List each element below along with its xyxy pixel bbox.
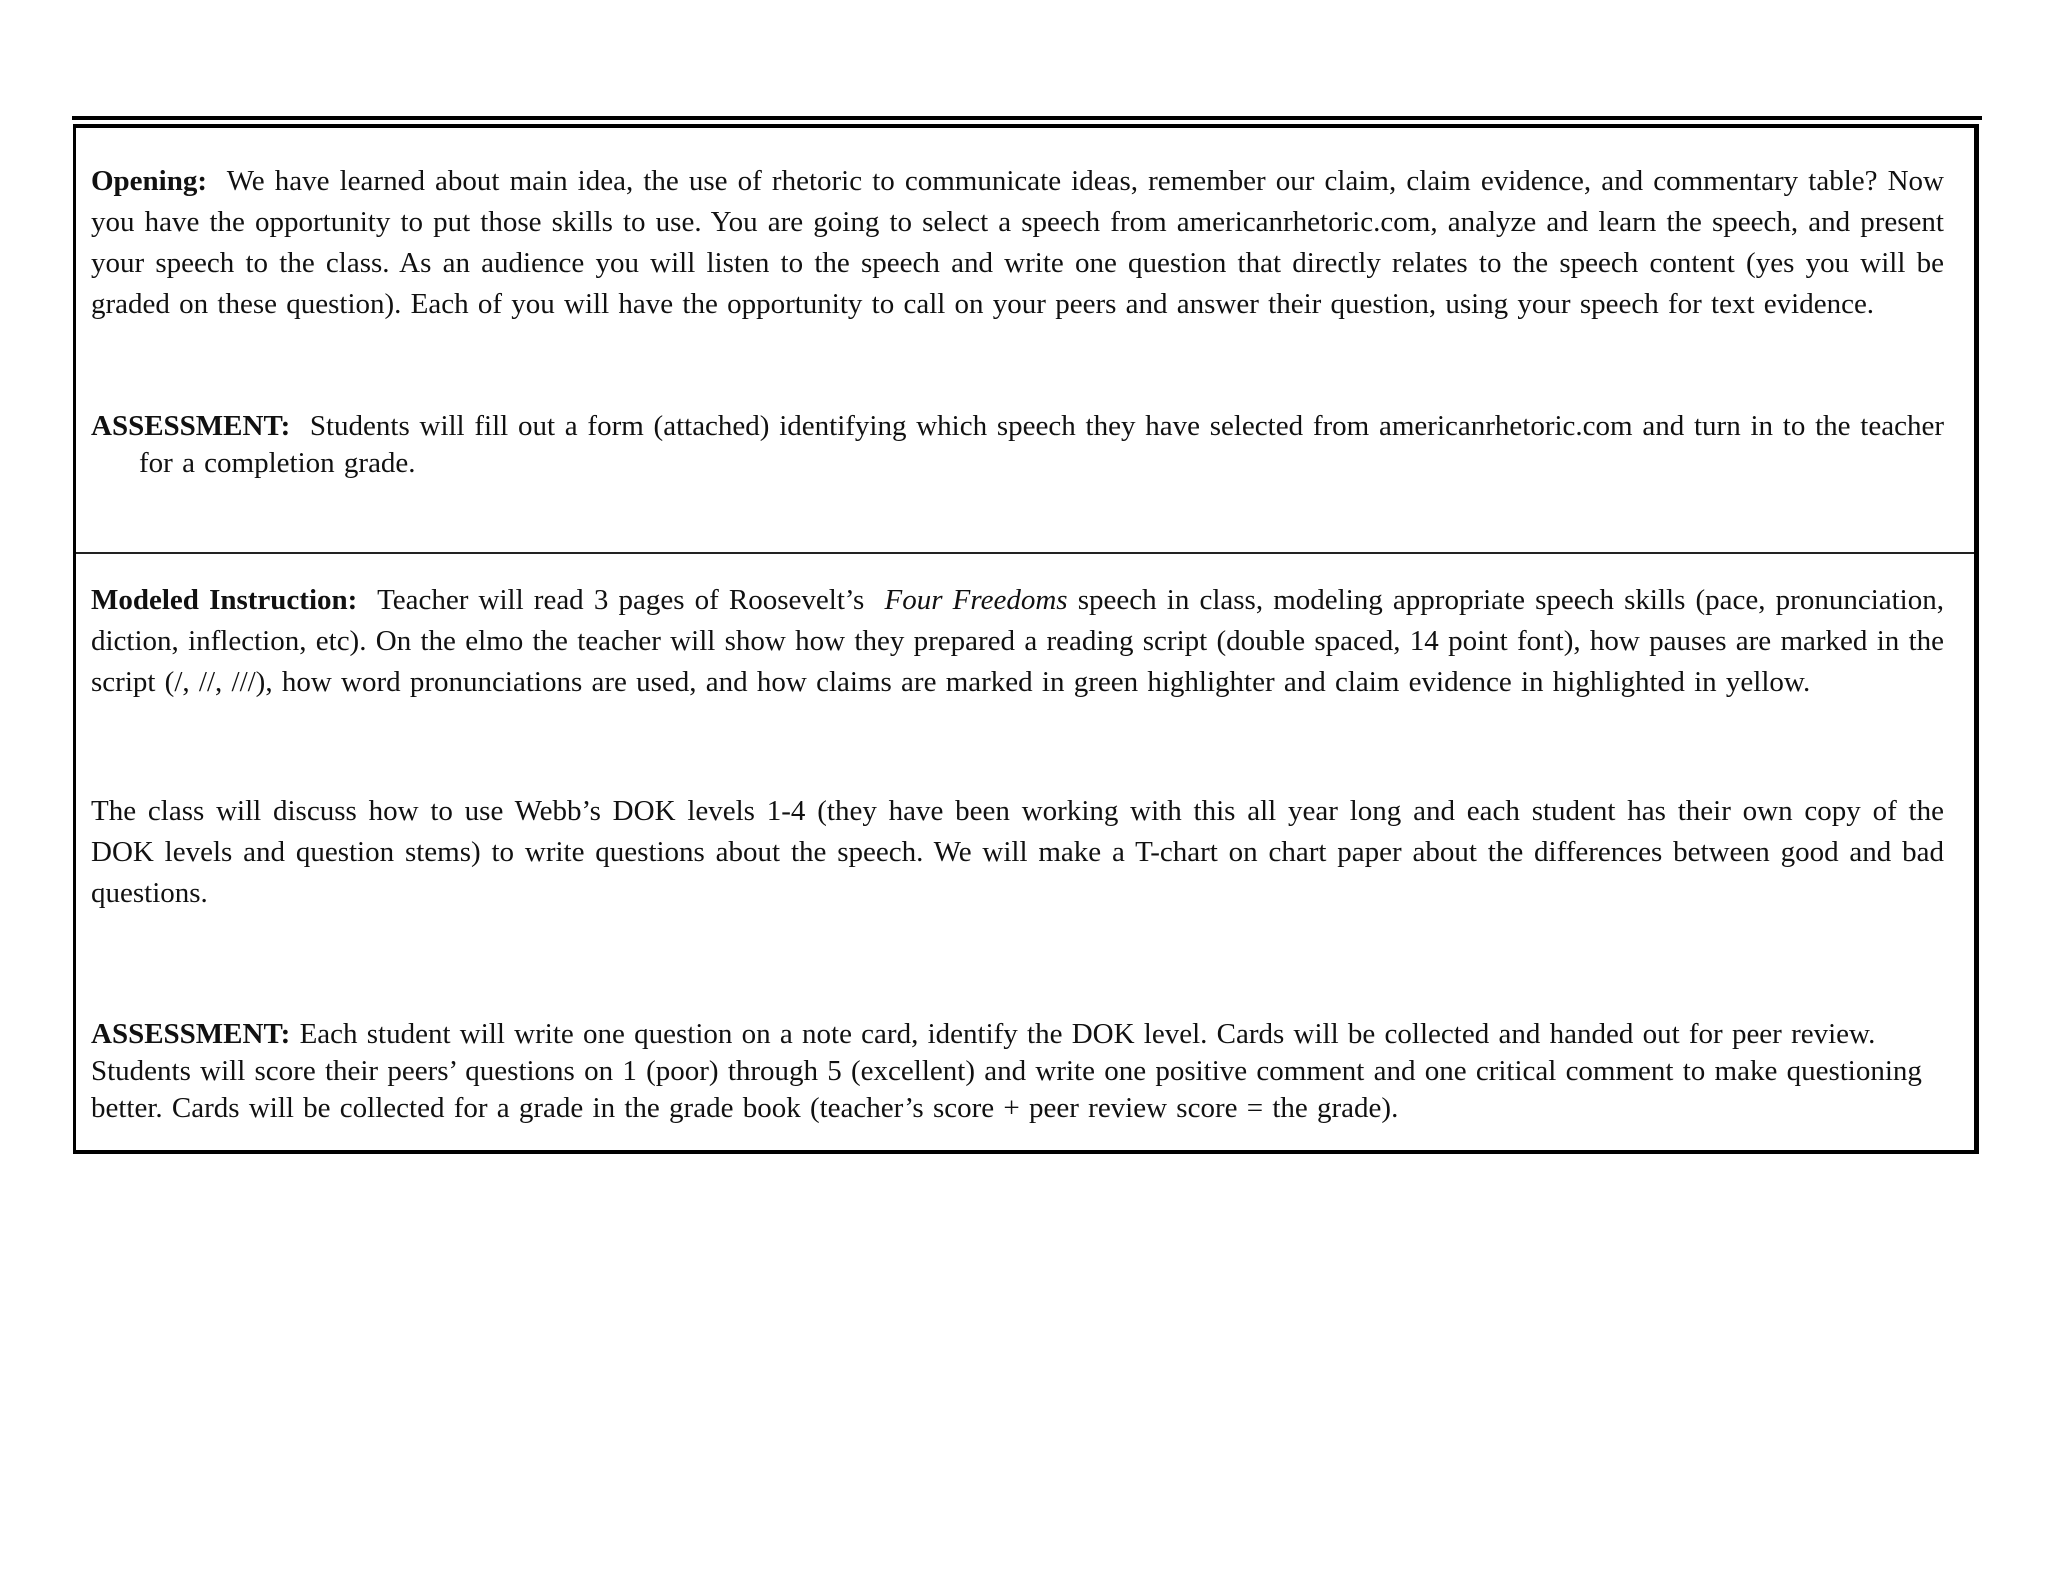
assessment-label-1: ASSESSMENT:	[91, 410, 291, 442]
opening-text: We have learned about main idea, the use of rhetoric to communicate ideas, remember our claim, claim evidence, and commentary table? Now you have the opportunity to put those skills to use. You are going to select a speech from americanrhetoric.com, analyze and learn the speech, and present your speech to the class. As an audience you will listen to the speech and write one question that directly relates to the speech content (yes you will be graded on these question). Each of you will have the opportunity to call on your peers and answer their question, using your speech for text evidence.	[91, 165, 1945, 320]
class-discussion-paragraph: The class will discuss how to use Webb’s DOK levels 1-4 (they have been working with this all year long and each student has their own copy of the DOK levels and question stems) to write questions about the speech. We will make a T-chart on chart paper about the differences between good and bad questions.	[91, 795, 1944, 909]
opening-section	[76, 128, 1974, 554]
top-rule	[72, 116, 1982, 120]
modeled-text-after: speech in class, modeling appropriate speech skills (pace, pronunciation, diction, inflection, etc). On the elmo the teacher will show how they prepared a reading script (double spaced, 14 point font), how pauses are marked in the script (/, //, ///), how word pronunciations are used, and how claims are marked in green highlighter and claim evidence in highlighted in yellow.	[91, 584, 1944, 698]
modeled-paragraph	[91, 580, 1944, 703]
modeled-label: Modeled Instruction:	[91, 584, 358, 616]
modeled-text-before: Teacher will read 3 pages of Roosevelt’s	[377, 584, 865, 616]
assessment-text-1: Students will fill out a form (attached) identifying which speech they have selected from americanrhetoric.com and turn in to the teacher for a completion grade.	[139, 410, 1944, 479]
opening-paragraph	[91, 161, 1944, 325]
assessment-text-2: Each student will write one question on a note card, identify the DOK level. Cards will be collected and handed out for peer review. Students will score their peers’ questions on 1 (poor) through 5 (excellent) and write one positive comment and one critical comment to make questioning better. Cards will be collected for a grade in the grade book (teacher’s score + peer review score = the grade).	[91, 1018, 1922, 1124]
assessment-label-2: ASSESSMENT:	[91, 1018, 291, 1050]
modeled-instruction-section	[76, 554, 1974, 1144]
assessment-paragraph-1	[91, 408, 1944, 482]
assessment-paragraph-2	[91, 1016, 1960, 1127]
lesson-plan-table	[73, 124, 1979, 1154]
modeled-title-italic: Four Freedoms	[884, 584, 1068, 616]
opening-label: Opening:	[91, 165, 208, 197]
